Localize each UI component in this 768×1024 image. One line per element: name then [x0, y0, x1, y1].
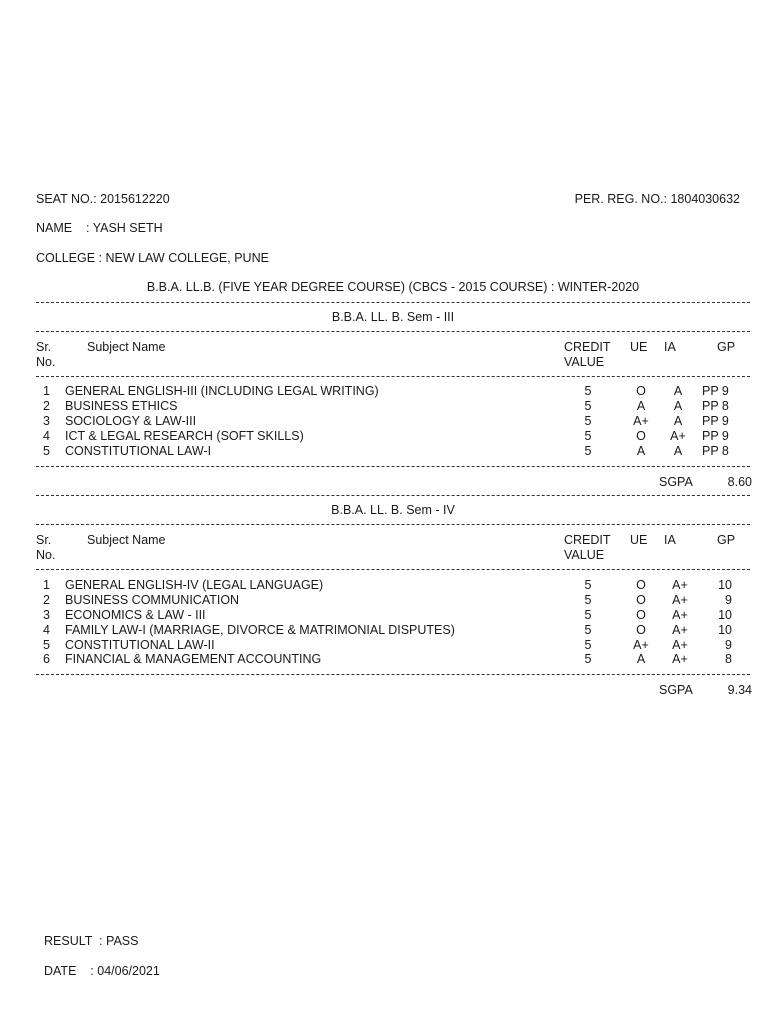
col-ia: IA [664, 340, 676, 354]
seat-number: SEAT NO.: 2015612220 [36, 192, 170, 206]
col-credit: CREDIT [564, 533, 611, 547]
row-ue: A [636, 399, 646, 413]
row-gp: 10 [718, 578, 732, 592]
course-title: B.B.A. LL.B. (FIVE YEAR DEGREE COURSE) (CBCS - 2015 COURSE) : WINTER-2020 [146, 280, 640, 294]
row-ia: A [673, 444, 683, 458]
row-credit: 5 [584, 623, 592, 637]
row-ue: O [636, 623, 646, 637]
row-ia: A [673, 414, 683, 428]
row-ia: A+ [672, 578, 688, 592]
sgpa-label: SGPA [659, 475, 693, 489]
col-no: No. [36, 548, 56, 562]
divider [36, 302, 750, 303]
row-subject: ICT & LEGAL RESEARCH (SOFT SKILLS) [65, 429, 304, 443]
result-date: DATE : 04/06/2021 [44, 964, 160, 978]
col-gp: GP [717, 340, 736, 354]
divider [36, 466, 750, 467]
row-credit: 5 [584, 652, 592, 666]
col-ue: UE [630, 340, 648, 354]
row-gp: 10 [718, 608, 732, 622]
row-ue: O [636, 608, 646, 622]
row-ia: A+ [672, 608, 688, 622]
row-ue: O [636, 429, 646, 443]
row-gp: PP 9 [702, 414, 729, 428]
row-subject: SOCIOLOGY & LAW-III [65, 414, 197, 428]
row-credit: 5 [584, 399, 592, 413]
semester-title: B.B.A. LL. B. Sem - III [331, 310, 455, 324]
result-status: RESULT : PASS [44, 934, 139, 948]
row-sr: 4 [43, 429, 50, 443]
row-ue: O [636, 578, 646, 592]
row-sr: 1 [43, 384, 50, 398]
row-ue: A [636, 652, 646, 666]
row-ia: A [673, 399, 683, 413]
divider [36, 495, 750, 496]
row-credit: 5 [584, 384, 592, 398]
row-credit: 5 [584, 593, 592, 607]
semester-title: B.B.A. LL. B. Sem - IV [331, 503, 455, 517]
row-ia: A [673, 384, 683, 398]
divider [36, 674, 750, 675]
row-gp: PP 8 [702, 444, 729, 458]
col-no: No. [36, 355, 56, 369]
sgpa-value: 9.34 [727, 683, 752, 697]
row-credit: 5 [584, 414, 592, 428]
col-value: VALUE [564, 548, 605, 562]
college-name: COLLEGE : NEW LAW COLLEGE, PUNE [36, 251, 269, 265]
row-gp: 10 [718, 623, 732, 637]
row-gp: PP 9 [702, 429, 729, 443]
row-credit: 5 [584, 429, 592, 443]
row-subject: ECONOMICS & LAW - III [65, 608, 206, 622]
row-ia: A+ [672, 623, 688, 637]
row-gp: 8 [725, 652, 732, 666]
row-ue: A [636, 444, 646, 458]
row-credit: 5 [584, 578, 592, 592]
row-sr: 1 [43, 578, 50, 592]
row-credit: 5 [584, 608, 592, 622]
row-ia: A+ [672, 652, 688, 666]
row-subject: CONSTITUTIONAL LAW-II [65, 638, 215, 652]
row-subject: BUSINESS ETHICS [65, 399, 178, 413]
row-subject: FAMILY LAW-I (MARRIAGE, DIVORCE & MATRIMONIAL DISPUTES) [65, 623, 455, 637]
row-sr: 5 [43, 444, 50, 458]
row-sr: 4 [43, 623, 50, 637]
row-ia: A+ [670, 429, 686, 443]
row-ia: A+ [672, 638, 688, 652]
row-ue: O [636, 384, 646, 398]
row-subject: CONSTITUTIONAL LAW-I [65, 444, 212, 458]
row-subject: FINANCIAL & MANAGEMENT ACCOUNTING [65, 652, 322, 666]
row-credit: 5 [584, 444, 592, 458]
col-gp: GP [717, 533, 736, 547]
row-sr: 6 [43, 652, 50, 666]
row-subject: GENERAL ENGLISH-III (INCLUDING LEGAL WRITING) [65, 384, 379, 398]
row-ue: A+ [633, 638, 649, 652]
row-ue: O [636, 593, 646, 607]
col-credit: CREDIT [564, 340, 611, 354]
row-sr: 3 [43, 608, 50, 622]
col-sr: Sr. [36, 340, 52, 354]
divider [36, 524, 750, 525]
sgpa-label: SGPA [659, 683, 693, 697]
col-ue: UE [630, 533, 648, 547]
row-gp: PP 9 [702, 384, 729, 398]
row-gp: PP 8 [702, 399, 729, 413]
row-subject: BUSINESS COMMUNICATION [65, 593, 240, 607]
divider [36, 331, 750, 332]
col-subject: Subject Name [87, 533, 166, 547]
col-subject: Subject Name [87, 340, 166, 354]
row-sr: 2 [43, 593, 50, 607]
divider [36, 569, 750, 570]
col-sr: Sr. [36, 533, 52, 547]
row-gp: 9 [725, 593, 732, 607]
row-credit: 5 [584, 638, 592, 652]
col-ia: IA [664, 533, 676, 547]
row-gp: 9 [725, 638, 732, 652]
per-reg-number: PER. REG. NO.: 1804030632 [574, 192, 740, 206]
student-name: NAME : YASH SETH [36, 221, 163, 235]
sgpa-value: 8.60 [727, 475, 752, 489]
row-sr: 2 [43, 399, 50, 413]
row-subject: GENERAL ENGLISH-IV (LEGAL LANGUAGE) [65, 578, 324, 592]
col-value: VALUE [564, 355, 605, 369]
row-sr: 3 [43, 414, 50, 428]
row-sr: 5 [43, 638, 50, 652]
row-ue: A+ [633, 414, 649, 428]
divider [36, 376, 750, 377]
row-ia: A+ [672, 593, 688, 607]
